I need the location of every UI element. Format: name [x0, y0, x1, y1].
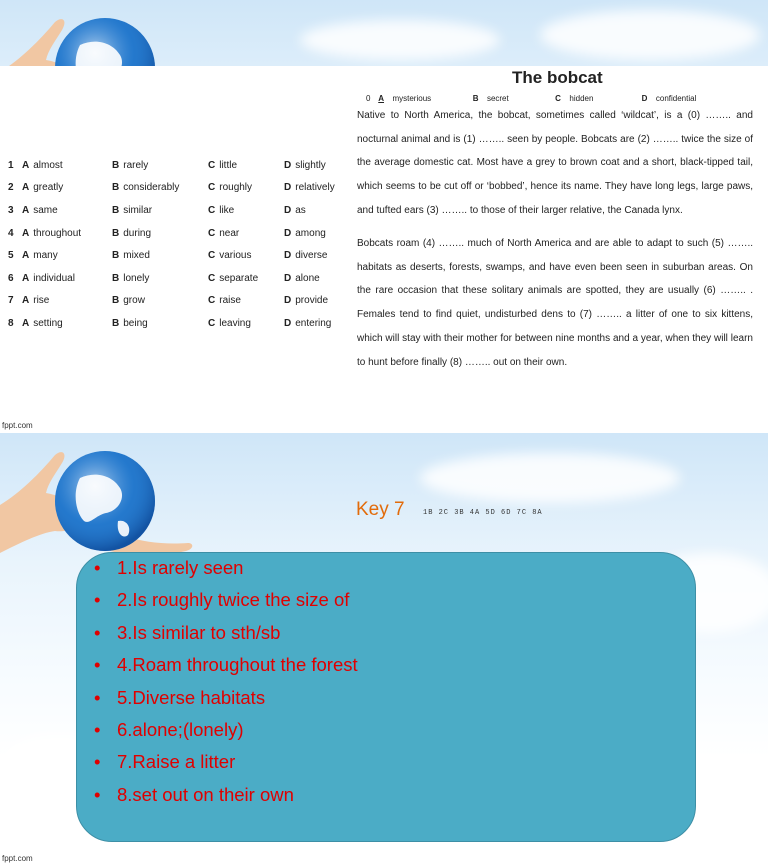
passage-paragraph-1: Native to North America, the bobcat, sometimes called ‘wildcat’, is a (0) …….. and nocturnal animal and is (1) …….. seen by people. Bobcats are (2) …….. twice the size of the average domestic cat. Most have a grey to brown coat and a short, black-tipped tail, which seems to be cut off or ‘bobbed’, hence its name. They have long legs, large paws, and tufted ears (3) …….. to those of their larger relative, the Canada lynx.	[357, 110, 753, 216]
option-cell: A greatly	[22, 182, 64, 194]
option-cell: D slightly	[284, 159, 326, 171]
list-item: • 3.Is similar to sth/sb	[76, 617, 358, 649]
option-cell: B grow	[112, 295, 145, 307]
option-cell: B being	[112, 317, 148, 329]
option-cell: A many	[22, 250, 58, 262]
option-cell: B during	[112, 227, 152, 239]
example-answer-row: 0 A mysterious B secret C hidden D confidential	[366, 94, 697, 103]
option-cell: D alone	[284, 272, 320, 284]
footer-logo: fppt.com	[2, 421, 33, 430]
option-cell: B lonely	[112, 272, 150, 284]
question-row	[8, 290, 348, 313]
option-cell: C raise	[208, 295, 241, 307]
option-cell: A throughout	[22, 227, 82, 239]
question-row	[8, 222, 348, 245]
list-item: • 2.Is roughly twice the size of	[76, 584, 358, 616]
option-cell: B rarely	[112, 159, 149, 171]
question-row	[8, 267, 348, 290]
option-cell: B similar	[112, 204, 153, 216]
option-cell: B considerably	[112, 182, 180, 194]
option-cell: A rise	[22, 295, 50, 307]
option-cell: C roughly	[208, 182, 253, 194]
slide-2	[0, 433, 768, 866]
question-row	[8, 244, 348, 267]
key-title: Key 7	[356, 499, 405, 520]
option-cell: 7	[8, 295, 14, 307]
list-item: • 5.Diverse habitats	[76, 682, 358, 714]
passage-paragraph-2: Bobcats roam (4) …….. much of North America and are able to adapt to such (5) …….. habitats as deserts, forests, swamps, and have even been seen in suburban areas. On the rare occasion that these solitary animals are spotted, they are usually (6) …….. . Females tend to find quiet, undisturbed dens to (7) …….. a litter of one to six kittens, which will stay with their mother for between nine months and a year, when they will learn to hunt before finally (8) …….. out on their own.	[357, 238, 753, 368]
option-cell: D relatively	[284, 182, 335, 194]
passage-title: The bobcat	[512, 68, 603, 87]
option-cell: A individual	[22, 272, 75, 284]
cloud-decoration	[420, 453, 680, 503]
option-cell: 4	[8, 227, 14, 239]
cloud-decoration	[300, 20, 500, 60]
list-item: • 1.Is rarely seen	[76, 552, 358, 584]
footer-logo: fppt.com	[2, 854, 33, 863]
options-table	[8, 154, 348, 335]
cloud-decoration	[540, 10, 760, 60]
question-row	[8, 199, 348, 222]
list-item: • 4.Roam throughout the forest	[76, 649, 358, 681]
option-cell: A same	[22, 204, 58, 216]
option-cell: B mixed	[112, 250, 150, 262]
question-row	[8, 177, 348, 200]
option-cell: C like	[208, 204, 235, 216]
option-cell: C near	[208, 227, 240, 239]
option-cell: D among	[284, 227, 326, 239]
question-row	[8, 312, 348, 335]
option-cell: 1	[8, 159, 14, 171]
option-cell: 2	[8, 182, 14, 194]
option-cell: C various	[208, 250, 252, 262]
option-cell: 3	[8, 204, 14, 216]
option-cell: D provide	[284, 295, 329, 307]
option-cell: A setting	[22, 317, 63, 329]
option-cell: D as	[284, 204, 306, 216]
list-item: • 8.set out on their own	[76, 779, 358, 811]
option-cell: 5	[8, 250, 14, 262]
question-row	[8, 154, 348, 177]
option-cell: C little	[208, 159, 238, 171]
option-cell: D diverse	[284, 250, 328, 262]
option-cell: 8	[8, 317, 14, 329]
option-cell: C leaving	[208, 317, 251, 329]
option-cell: D entering	[284, 317, 332, 329]
key-answers: 1B 2C 3B 4A 5D 6D 7C 8A	[423, 509, 543, 517]
option-cell: C separate	[208, 272, 259, 284]
key-list	[76, 552, 358, 811]
list-item: • 7.Raise a litter	[76, 746, 358, 778]
list-item: • 6.alone;(lonely)	[76, 714, 358, 746]
option-cell: A almost	[22, 159, 63, 171]
option-cell: 6	[8, 272, 14, 284]
